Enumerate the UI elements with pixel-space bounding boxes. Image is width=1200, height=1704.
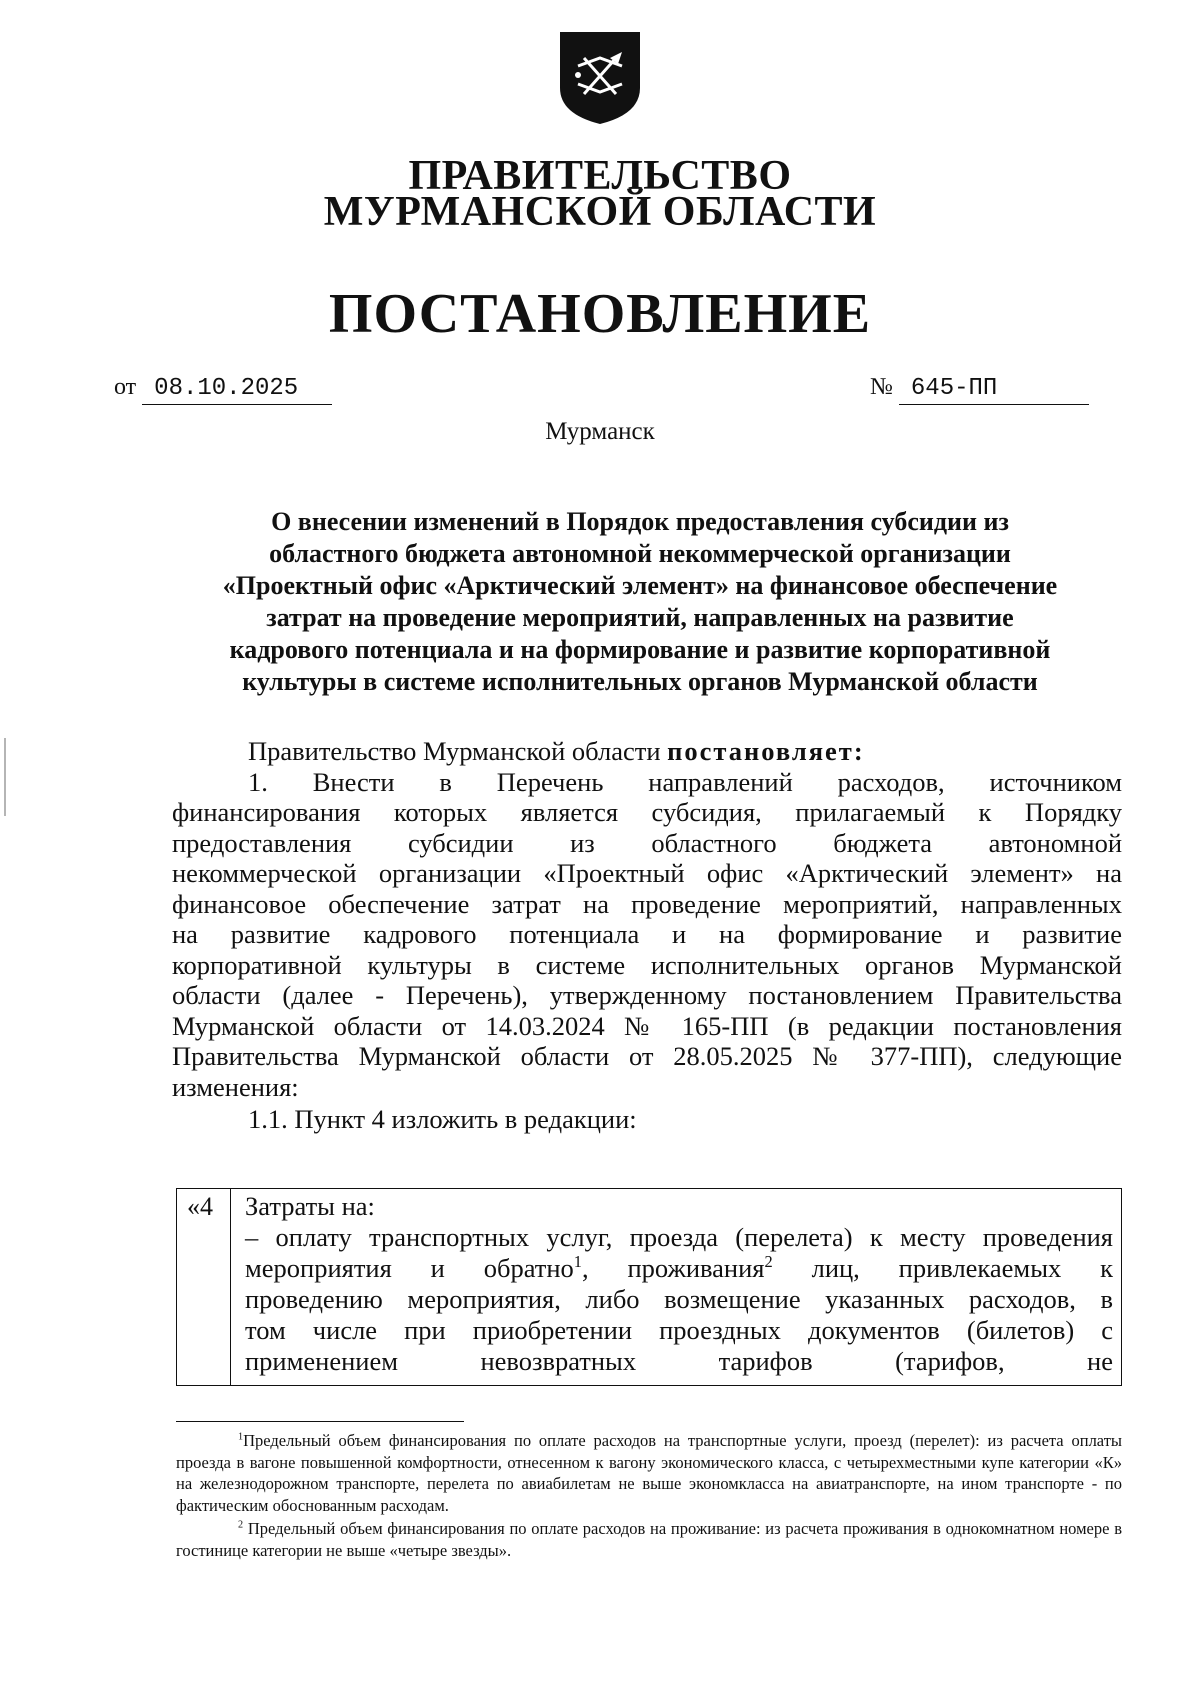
- amendment-line: мероприятия и обратно$^1$, проживания$^2$ лиц, привлекаемых к: [245, 1252, 1113, 1283]
- heading-line: культуры в системе исполнительных органов Мурманской области: [242, 667, 1038, 696]
- amendment-line: Затраты на:: [245, 1191, 375, 1221]
- city-name: Мурманск: [545, 418, 655, 445]
- item1-line: 1. Внести в Перечень направлений расходов, источником: [248, 766, 1122, 797]
- item1-line: некоммерческой организации «Проектный офис «Арктический элемент» на: [172, 858, 1122, 888]
- item1-line: корпоративной культуры в системе исполнительных органов Мурманской: [172, 949, 1122, 980]
- item1-line: предоставления субсидии из областного бюджета автономной: [172, 827, 1122, 858]
- amendment-line: том числе при приобретении проездных документов (билетов) с: [245, 1315, 1113, 1345]
- amendment-line: применением невозвратных тарифов (тарифов, не: [245, 1346, 1113, 1376]
- preamble: Правительство Мурманской области постановляет:: [248, 736, 865, 766]
- heading-line: затрат на проведение мероприятий, направленных на развитие: [266, 603, 1014, 632]
- government-title-line-1: ПРАВИТЕЛЬСТВО: [408, 153, 792, 199]
- amendment-number: «4: [177, 1189, 231, 1385]
- footnote-separator: [176, 1421, 464, 1422]
- scan-edge-mark: [4, 738, 6, 816]
- document-date: 08.10.2025: [142, 374, 332, 405]
- footnote-2: $^2$ Предельный объем финансирования по оплате расходов на проживание: из расчета проживания в однокомнатном номере в гостинице категории не выше «четыре звезды».: [176, 1519, 1122, 1560]
- heading-line: О внесении изменений в Порядок предоставления субсидии из: [271, 507, 1009, 536]
- number-prefix: №: [870, 374, 893, 400]
- item1-line: Мурманской области от 14.03.2024 № 165-ПП (в редакции постановления: [172, 1010, 1122, 1041]
- heading-line: кадрового потенциала и на формирование и развитие корпоративной: [229, 635, 1051, 664]
- document-heading: [160, 506, 1120, 698]
- date-field: [114, 372, 332, 405]
- item1-1: 1.1. Пункт 4 изложить в редакции:: [248, 1104, 637, 1134]
- footnote-ref-2[interactable]: 2: [764, 1252, 773, 1272]
- item1-line: области (далее - Перечень), утвержденному постановлением Правительства: [172, 980, 1122, 1010]
- heading-line: областного бюджета автономной некоммерческой организации: [269, 539, 1011, 568]
- item1-last-line: изменения:: [172, 1071, 299, 1102]
- amendment-line: проведению мероприятия, либо возмещение указанных расходов, в: [245, 1284, 1113, 1314]
- resolves-word: постановляет:: [667, 736, 865, 766]
- heading-line: «Проектный офис «Арктический элемент» на финансовое обеспечение: [222, 571, 1058, 600]
- amendment-line: – оплату транспортных услуг, проезда (перелета) к месту проведения: [245, 1222, 1113, 1252]
- date-prefix: от: [114, 374, 137, 400]
- footnote-ref-1[interactable]: 1: [573, 1252, 582, 1272]
- document-number: 645-ПП: [899, 374, 1089, 405]
- coat-of-arms-emblem: [556, 28, 644, 126]
- number-field: [870, 372, 1089, 405]
- document-type: ПОСТАНОВЛЕНИЕ: [328, 283, 872, 345]
- amendment-text: [231, 1189, 1121, 1385]
- item1-line: на развитие кадрового потенциала и на формирование и развитие: [172, 919, 1122, 949]
- item1-line: финансирования которых является субсидия, прилагаемый к Порядку: [172, 797, 1122, 827]
- item1-line: финансовое обеспечение затрат на проведение мероприятий, направленных: [172, 888, 1122, 919]
- footnotes: [176, 1430, 1122, 1561]
- government-title-line-2: МУРМАНСКОЙ ОБЛАСТИ: [323, 189, 877, 235]
- amendment-table: [176, 1188, 1122, 1386]
- footnote-1: $^1$Предельный объем финансирования по оплате расходов на транспортные услуги, проезд (перелет): из расчета оплаты проезда в вагоне повышенной комфортности, отнесенном к вагону экономического класса, с четырехместными купе категории «К» на железнодорожном транспорте, перелета по авиабилетам не выше экономкласса на авиатранспорте, на ином транспорте - по фактическим обоснованным расходам.: [176, 1431, 1122, 1515]
- item1-line: Правительства Мурманской области от 28.05.2025 № 377-ПП), следующие: [172, 1041, 1122, 1071]
- body-text: [172, 736, 1122, 1135]
